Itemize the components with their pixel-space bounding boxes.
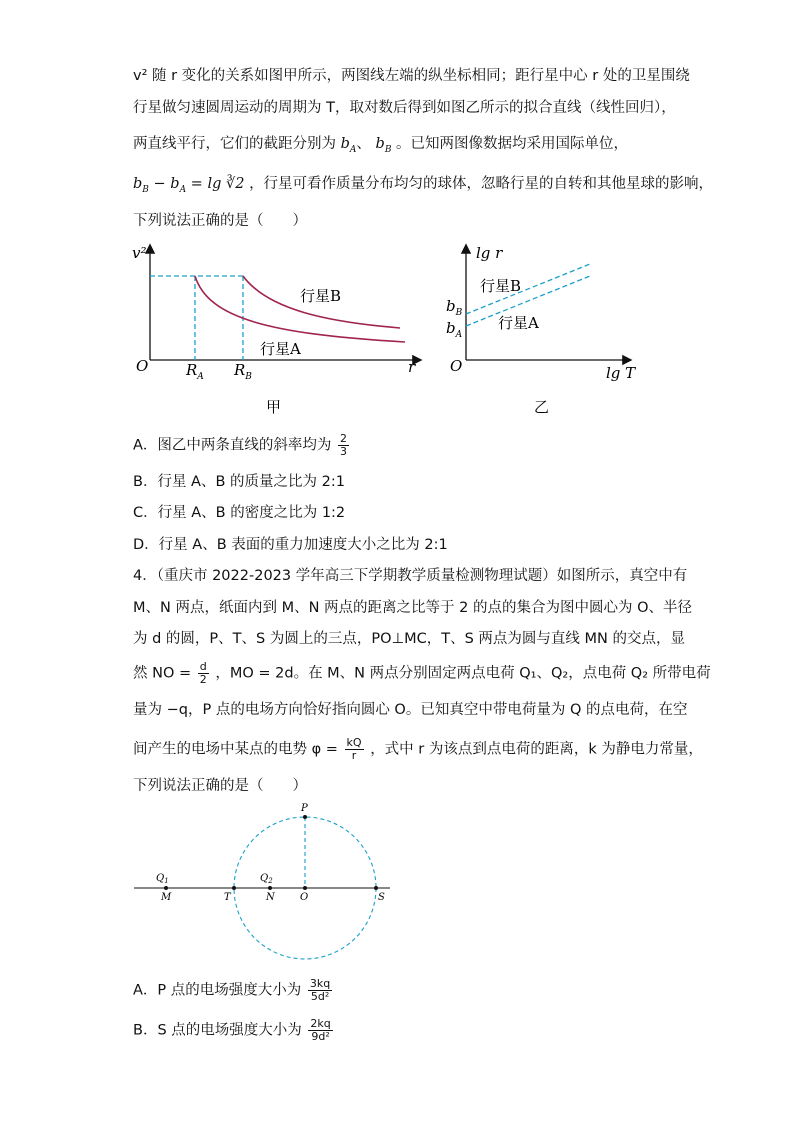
jia-origin: O: [136, 357, 149, 375]
point-m: [164, 886, 168, 890]
yi-label-b: 行星B: [480, 277, 522, 295]
point-p: [303, 815, 307, 819]
intercept-bb: $b_B$: [375, 136, 392, 155]
yi-origin: O: [450, 357, 463, 375]
q3-line-3a: 两直线平行，它们的截距分别为: [133, 136, 336, 152]
q4-line-7: 下列说法正确的是（ ）: [133, 778, 307, 794]
jia-tick-rb: $R_B$: [234, 361, 252, 382]
label-o: O: [300, 892, 309, 903]
q4-line-3: 为 d 的圆，P、T、S 为圆上的三点，PO⊥MC，T、S 两点为圆与直线 MN 的交点，显: [133, 631, 686, 647]
q4-line-6: 间产生的电场中某点的电势 φ = $\frac{kQ}{r}$ ，式中 r 为该点到点电荷的距离，k 为静电力常量，: [133, 736, 703, 762]
jia-label-b: 行星B: [300, 287, 342, 305]
q3-line-1: v² 随 r 变化的关系如图甲所示，两图线左端的纵坐标相同；距行星中心 r 处的卫星围绕: [133, 68, 690, 84]
label-q1: $Q_1$: [156, 873, 169, 885]
q4-option-b: B．S 点的电场强度大小为 $\frac{2kq}{\text{9d²}}$: [133, 1017, 331, 1043]
slope-fraction: $\frac{2}{3}$: [340, 432, 348, 458]
jia-curve-a: [195, 276, 405, 342]
field-p-fraction: $\frac{3kq}{\text{5d²}}$: [309, 977, 331, 1003]
label-n: N: [266, 892, 275, 903]
q3-line-4b: ，行星可看作质量分布均匀的球体，忽略行星的自转和其他星球的影响，: [249, 176, 714, 192]
q4-line-2: M、N 两点，纸面内到 M、N 两点的距离之比等于 2 的点的集合为图中圆心为 O、半径: [133, 600, 693, 616]
q4-line-1: 4．（重庆市 2022-2023 学年高三下学期教学质量检测物理试题）如图所示，真空中有: [133, 568, 688, 584]
jia-ylabel: v²: [132, 244, 147, 262]
label-m: M: [161, 892, 172, 903]
jia-label-a: 行星A: [260, 340, 301, 358]
figure-circle: [128, 800, 408, 970]
label-p: P: [301, 803, 308, 814]
q3-option-d: D．行星 A、B 表面的重力加速度大小之比为 2:1: [133, 537, 448, 553]
q3-line-2: 行星做匀速圆周运动的周期为 T，取对数后得到如图乙所示的拟合直线（线性回归），: [133, 100, 676, 116]
q3-option-c: C．行星 A、B 的密度之比为 1:2: [133, 505, 346, 521]
label-q2: $Q_2$: [260, 873, 273, 885]
fraction-d-over-2: $\frac{d}{2}$: [199, 660, 207, 686]
q4-line-4: 然 NO = $\frac{d}{2}$ ，MO = 2d。在 M、N 两点分别固定两点电荷 Q₁、Q₂，点电荷 Q₂ 所带电荷: [133, 660, 711, 686]
label-t: T: [224, 892, 231, 903]
label-s: S: [378, 892, 385, 903]
intercept-ba: $b_A$: [340, 136, 357, 155]
q4-option-a: A．P 点的电场强度大小为 $\frac{3kq}{\text{5d²}}$: [133, 977, 331, 1003]
q3-line-3b: 。已知两图像数据均采用国际单位，: [396, 136, 629, 152]
q3-option-a: A．图乙中两条直线的斜率均为 $\frac{2}{3}$: [133, 432, 348, 458]
yi-caption: 乙: [534, 398, 550, 416]
q4-line-5: 量为 −q，P 点的电场方向恰好指向圆心 O。已知真空中带电荷量为 Q 的点电荷，在空: [133, 702, 688, 718]
yi-ylabel: lg r: [476, 244, 503, 262]
jia-tick-ra: $R_A$: [186, 361, 204, 382]
point-t: [232, 886, 236, 890]
jia-xlabel: r: [408, 358, 416, 376]
yi-xlabel: lg T: [606, 364, 636, 382]
field-s-fraction: $\frac{2kq}{\text{9d²}}$: [310, 1017, 331, 1043]
figure-jia: [128, 238, 428, 418]
yi-intercept-a: $b_A$: [446, 319, 463, 340]
yi-label-a: 行星A: [498, 314, 539, 332]
fraction-kq-over-r: $\frac{kQ}{r}$: [346, 736, 362, 762]
q3-line-5: 下列说法正确的是（ ）: [133, 213, 307, 229]
yi-intercept-b: $b_B$: [446, 297, 463, 318]
figure-yi: [440, 238, 640, 418]
point-s: [374, 886, 378, 890]
q3-line-4: [133, 174, 713, 200]
jia-caption: 甲: [266, 398, 282, 416]
point-n: [268, 886, 272, 890]
point-o: [303, 886, 307, 890]
q3-line-3: 两直线平行，它们的截距分别为 $b_A$、 $b_B$ 。已知两图像数据均采用国际单位，: [133, 136, 629, 155]
q3-option-b: B．行星 A、B 的质量之比为 2:1: [133, 474, 345, 490]
formula-bb-ba: $b_B - b_A = \lg$ ∛2: [133, 176, 245, 195]
